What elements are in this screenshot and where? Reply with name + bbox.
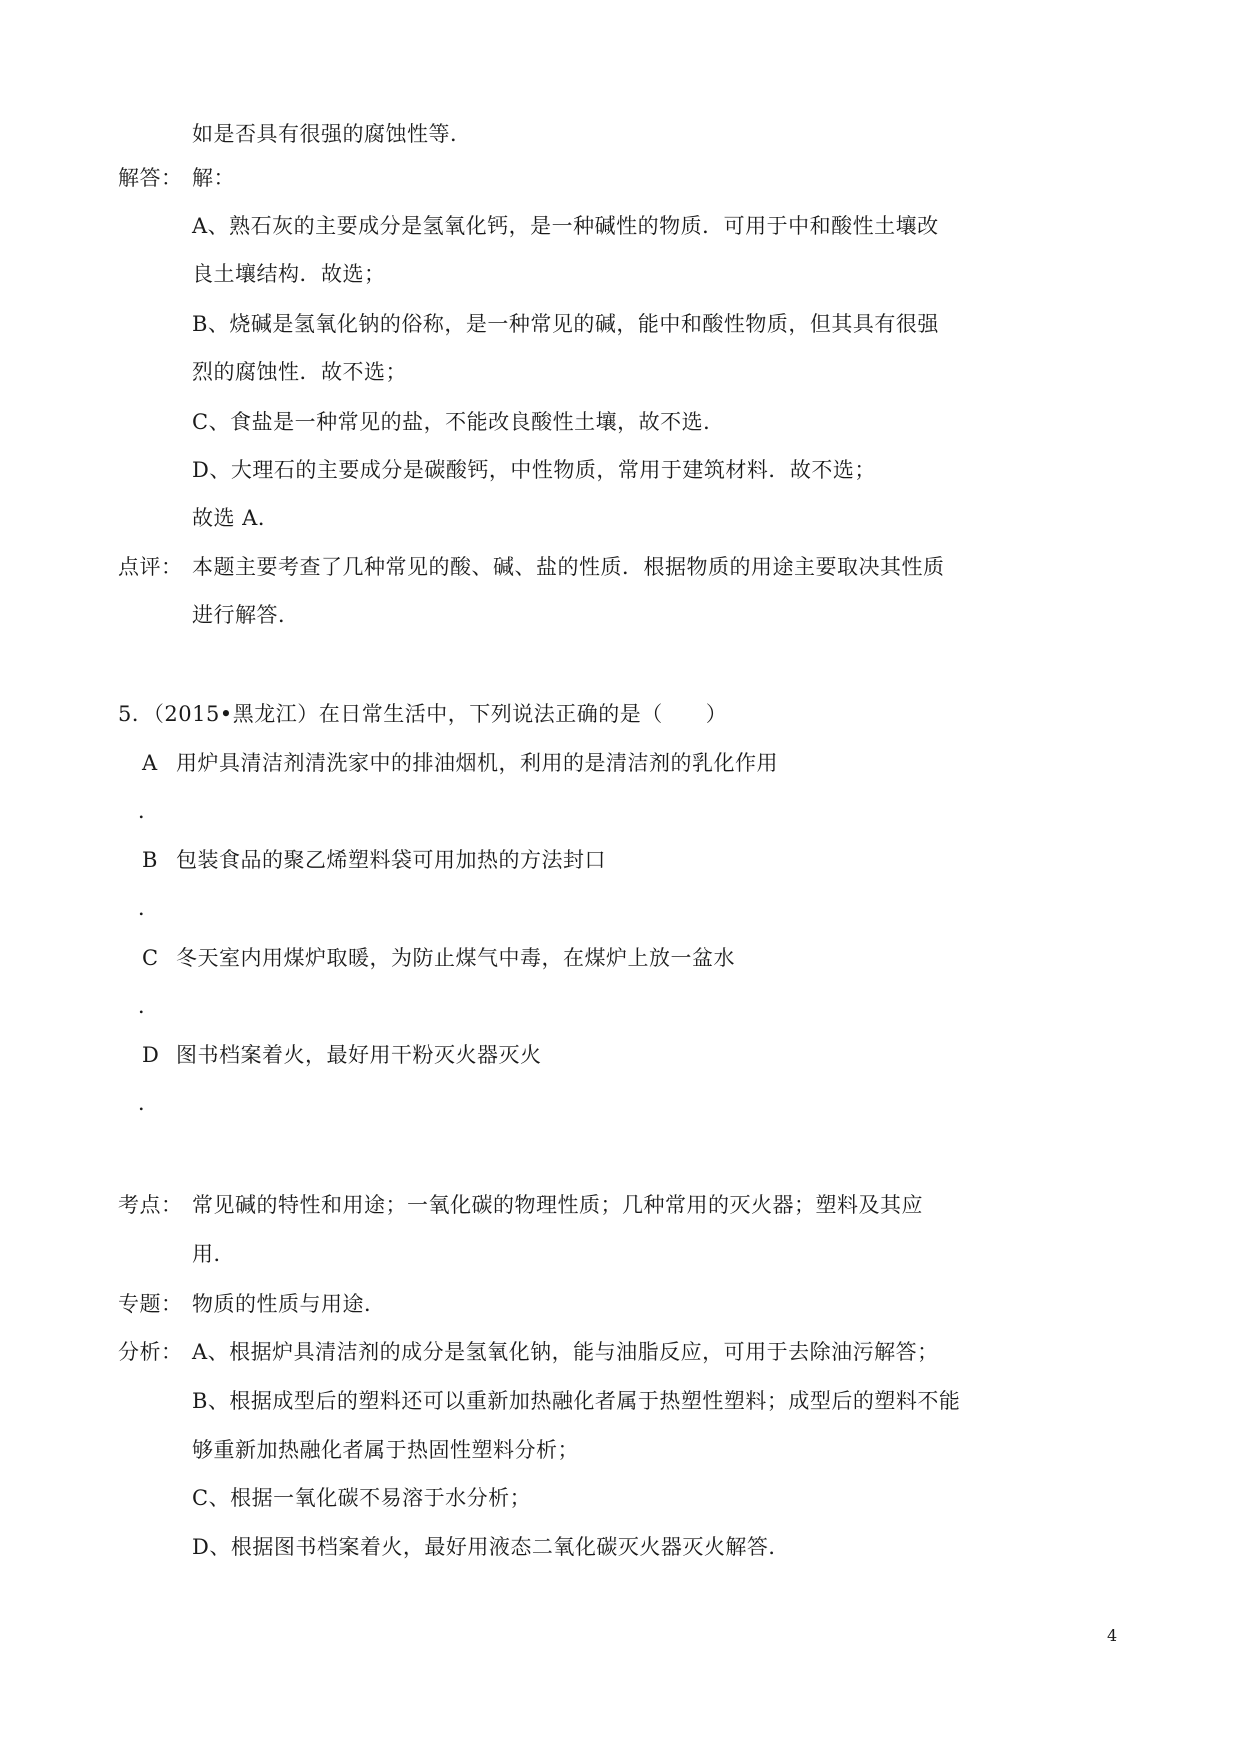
kaodian-line: 用． <box>192 1242 235 1266</box>
answer-line: 故选 A． <box>192 506 280 530</box>
kaodian-line: 常见碱的特性和用途；一氧化碳的物理性质；几种常用的灭火器；塑料及其应 <box>192 1193 923 1217</box>
comment-label: 点评： <box>118 555 183 579</box>
option-text-c: 冬天室内用煤炉取暖，为防止煤气中毒，在煤炉上放一盆水 <box>176 946 735 970</box>
option-letter-a: A <box>142 751 158 775</box>
option-dot-c: ． <box>138 994 159 1018</box>
option-dot-a: ． <box>138 799 159 823</box>
option-text-d: 图书档案着火，最好用干粉灭火器灭火 <box>176 1043 542 1067</box>
answer-label: 解答： <box>118 166 183 190</box>
kaodian-label: 考点： <box>118 1193 183 1217</box>
comment-line: 本题主要考查了几种常见的酸、碱、盐的性质．根据物质的用途主要取决其性质 <box>192 555 945 579</box>
option-dot-b: ． <box>138 896 159 920</box>
option-dot-d: ． <box>138 1091 159 1115</box>
fenxi-line: D、根据图书档案着火，最好用液态二氧化碳灭火器灭火解答． <box>192 1535 790 1559</box>
answer-line: D、大理石的主要成分是碳酸钙，中性物质，常用于建筑材料．故不选； <box>192 458 876 482</box>
zhuanti-label: 专题： <box>118 1292 183 1316</box>
fenxi-line: 够重新加热融化者属于热固性塑料分析； <box>192 1438 579 1462</box>
zhuanti-text: 物质的性质与用途． <box>192 1292 386 1316</box>
fenxi-line: B、根据成型后的塑料还可以重新加热融化者属于热塑性塑料；成型后的塑料不能 <box>192 1389 961 1413</box>
answer-intro: 解： <box>192 166 235 190</box>
answer-line: A、熟石灰的主要成分是氢氧化钙，是一种碱性的物质．可用于中和酸性土壤改 <box>192 214 939 238</box>
page-number: 4 <box>1107 1626 1118 1645</box>
fenxi-label: 分析： <box>118 1340 183 1364</box>
fenxi-line: C、根据一氧化碳不易溶于水分析； <box>192 1486 532 1510</box>
answer-line: 良土壤结构．故选； <box>192 262 386 286</box>
option-text-b: 包装食品的聚乙烯塑料袋可用加热的方法封口 <box>176 848 606 872</box>
answer-line: B、烧碱是氢氧化钠的俗称，是一种常见的碱，能中和酸性物质，但其具有很强 <box>192 312 939 336</box>
fenxi-line: A、根据炉具清洁剂的成分是氢氧化钠，能与油脂反应，可用于去除油污解答； <box>192 1340 939 1364</box>
analysis-tail: 如是否具有很强的腐蚀性等． <box>192 122 472 146</box>
option-letter-d: D <box>142 1043 159 1067</box>
comment-line: 进行解答． <box>192 603 300 627</box>
question-stem: 5．（2015•黑龙江）在日常生活中，下列说法正确的是（ ） <box>118 702 728 726</box>
option-text-a: 用炉具清洁剂清洗家中的排油烟机，利用的是清洁剂的乳化作用 <box>176 751 778 775</box>
answer-line: 烈的腐蚀性．故不选； <box>192 360 407 384</box>
answer-line: C、食盐是一种常见的盐，不能改良酸性土壤，故不选． <box>192 410 725 434</box>
option-letter-b: B <box>142 848 158 872</box>
option-letter-c: C <box>142 946 159 970</box>
